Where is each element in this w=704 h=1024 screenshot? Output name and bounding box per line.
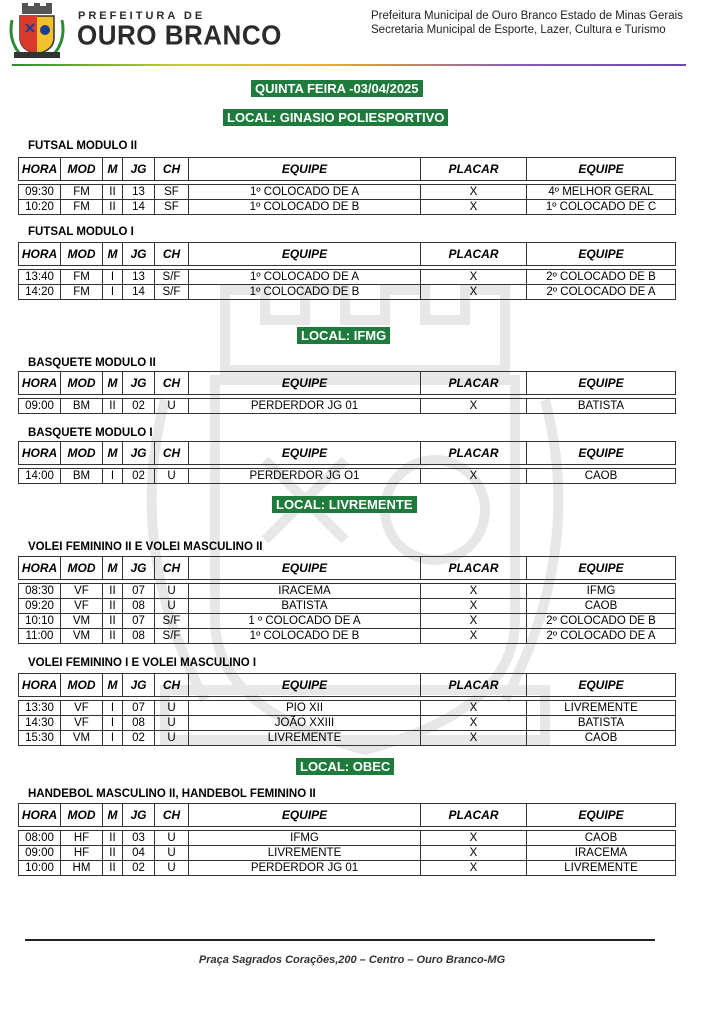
cell-jg: 14 [123,285,155,300]
table-row [19,200,676,215]
schedule-table-futsal-mod1 [18,242,676,300]
cell-placar: X [421,399,527,414]
column-header-mod: MOD [61,674,103,697]
cell-hora: 11:00 [19,629,61,644]
cell-equipe-away: LIVREMENTE [527,861,676,876]
section-title-volei-2: VOLEI FEMININO II E VOLEI MASCULINO II [28,541,263,553]
cell-equipe-home: PIO XII [189,701,421,716]
cell-jg: 08 [123,629,155,644]
schedule-table-basquete-mod2 [18,371,676,414]
cell-hora: 10:10 [19,614,61,629]
cell-mod: VF [61,701,103,716]
cell-ch: U [155,599,189,614]
column-header-ch: CH [155,557,189,580]
cell-equipe-away: BATISTA [527,399,676,414]
table-row [19,584,676,599]
schedule-table-futsal-mod2 [18,157,676,215]
cell-mod: VF [61,716,103,731]
section-title-futsal-mod1: FUTSAL MODULO I [28,226,134,238]
cell-equipe-away: 1º COLOCADO DE C [527,200,676,215]
column-header-mod: MOD [61,442,103,465]
cell-hora: 09:30 [19,185,61,200]
table-row [19,846,676,861]
column-header-placar: PLACAR [421,243,527,266]
cell-equipe-home: 1º COLOCADO DE B [189,285,421,300]
cell-hora: 14:30 [19,716,61,731]
section-title-basquete-mod1: BASQUETE MODULO I [28,427,153,439]
cell-equipe-away: 4º MELHOR GERAL [527,185,676,200]
cell-placar: X [421,185,527,200]
column-header-placar: PLACAR [421,158,527,181]
brand-subtitle: PREFEITURA DE [78,10,206,22]
cell-jg: 02 [123,399,155,414]
cell-m: II [103,185,123,200]
local-ifmg-label: LOCAL: IFMG [297,327,390,344]
cell-ch: U [155,846,189,861]
table-row [19,185,676,200]
cell-placar: X [421,861,527,876]
column-header-hora: HORA [19,804,61,827]
city-crest-logo-icon [8,2,66,60]
cell-m: II [103,846,123,861]
column-header-hora: HORA [19,557,61,580]
cell-hora: 08:00 [19,831,61,846]
cell-m: II [103,584,123,599]
cell-placar: X [421,731,527,746]
footer-address: Praça Sagrados Corações,200 – Centro – Ouro Branco-MG [198,954,506,966]
cell-equipe-home: 1º COLOCADO DE B [189,200,421,215]
cell-jg: 04 [123,846,155,861]
column-header-hora: HORA [19,674,61,697]
cell-jg: 13 [123,270,155,285]
cell-hora: 09:00 [19,399,61,414]
column-header-equipe-home: EQUIPE [189,243,421,266]
cell-hora: 09:20 [19,599,61,614]
column-header-ch: CH [155,158,189,181]
cell-ch: U [155,716,189,731]
cell-m: II [103,629,123,644]
cell-ch: SF [155,200,189,215]
cell-placar: X [421,629,527,644]
cell-mod: BM [61,469,103,484]
brand-name: OURO BRANCO [77,19,282,51]
cell-equipe-home: PERDERDOR JG 01 [189,399,421,414]
column-header-equipe-home: EQUIPE [189,442,421,465]
column-header-jg: JG [123,804,155,827]
column-header-equipe-away: EQUIPE [527,158,676,181]
column-header-jg: JG [123,674,155,697]
cell-ch: U [155,399,189,414]
cell-m: I [103,716,123,731]
column-header-equipe-away: EQUIPE [527,804,676,827]
cell-placar: X [421,599,527,614]
cell-mod: HM [61,861,103,876]
cell-placar: X [421,584,527,599]
local-livremente-label: LOCAL: LIVREMENTE [272,496,417,513]
column-header-m: M [103,243,123,266]
cell-m: I [103,285,123,300]
cell-mod: HF [61,846,103,861]
column-header-placar: PLACAR [421,674,527,697]
cell-equipe-away: BATISTA [527,716,676,731]
cell-mod: HF [61,831,103,846]
cell-placar: X [421,200,527,215]
column-header-jg: JG [123,158,155,181]
local-obec-label: LOCAL: OBEC [296,758,394,775]
cell-equipe-home: IRACEMA [189,584,421,599]
cell-equipe-away: IRACEMA [527,846,676,861]
table-row [19,629,676,644]
cell-jg: 02 [123,731,155,746]
cell-m: II [103,861,123,876]
cell-hora: 08:30 [19,584,61,599]
column-header-equipe-home: EQUIPE [189,674,421,697]
cell-mod: VF [61,599,103,614]
cell-ch: U [155,701,189,716]
schedule-table-volei-1 [18,673,676,746]
cell-ch: SF [155,185,189,200]
cell-mod: VM [61,731,103,746]
cell-jg: 07 [123,584,155,599]
cell-mod: VF [61,584,103,599]
cell-ch: S/F [155,614,189,629]
cell-equipe-away: CAOB [527,731,676,746]
header-divider [12,64,686,66]
column-header-hora: HORA [19,158,61,181]
column-header-jg: JG [123,442,155,465]
cell-ch: S/F [155,285,189,300]
cell-ch: S/F [155,629,189,644]
cell-jg: 03 [123,831,155,846]
column-header-m: M [103,804,123,827]
column-header-equipe-away: EQUIPE [527,674,676,697]
cell-hora: 13:30 [19,701,61,716]
cell-placar: X [421,469,527,484]
cell-equipe-home: JOÃO XXIII [189,716,421,731]
column-header-mod: MOD [61,372,103,395]
cell-equipe-home: PERDERDOR JG 01 [189,861,421,876]
column-header-mod: MOD [61,804,103,827]
cell-equipe-home: 1º COLOCADO DE A [189,185,421,200]
column-header-equipe-home: EQUIPE [189,804,421,827]
schedule-table-volei-2 [18,556,676,644]
table-header-row [19,158,676,181]
cell-m: I [103,270,123,285]
table-row [19,701,676,716]
cell-m: II [103,614,123,629]
table-row [19,399,676,414]
cell-mod: VM [61,614,103,629]
cell-m: II [103,599,123,614]
column-header-equipe-away: EQUIPE [527,243,676,266]
column-header-hora: HORA [19,372,61,395]
cell-equipe-home: 1 º COLOCADO DE A [189,614,421,629]
column-header-m: M [103,442,123,465]
cell-jg: 07 [123,701,155,716]
cell-mod: FM [61,270,103,285]
cell-equipe-away: LIVREMENTE [527,701,676,716]
schedule-table-handebol [18,803,676,876]
cell-hora: 09:00 [19,846,61,861]
cell-mod: FM [61,185,103,200]
cell-jg: 02 [123,469,155,484]
column-header-jg: JG [123,372,155,395]
cell-jg: 08 [123,599,155,614]
cell-jg: 08 [123,716,155,731]
table-header-row [19,243,676,266]
column-header-m: M [103,372,123,395]
cell-m: II [103,200,123,215]
cell-equipe-home: 1º COLOCADO DE A [189,270,421,285]
table-header-row [19,674,676,697]
column-header-mod: MOD [61,557,103,580]
cell-hora: 10:20 [19,200,61,215]
column-header-jg: JG [123,243,155,266]
column-header-m: M [103,158,123,181]
cell-equipe-away: CAOB [527,831,676,846]
cell-equipe-away: IFMG [527,584,676,599]
table-row [19,270,676,285]
column-header-equipe-home: EQUIPE [189,158,421,181]
column-header-placar: PLACAR [421,804,527,827]
cell-jg: 07 [123,614,155,629]
cell-equipe-away: CAOB [527,469,676,484]
header-municipality: Prefeitura Municipal de Ouro Branco Estado de Minas Gerais [371,10,683,22]
column-header-jg: JG [123,557,155,580]
column-header-hora: HORA [19,243,61,266]
column-header-ch: CH [155,372,189,395]
cell-equipe-home: PERDERDOR JG O1 [189,469,421,484]
column-header-ch: CH [155,442,189,465]
cell-equipe-away: 2º COLOCADO DE A [527,629,676,644]
table-header-row [19,442,676,465]
column-header-equipe-away: EQUIPE [527,442,676,465]
cell-m: I [103,701,123,716]
cell-mod: FM [61,200,103,215]
cell-placar: X [421,614,527,629]
schedule-table-basquete-mod1 [18,441,676,484]
column-header-equipe-home: EQUIPE [189,557,421,580]
table-row [19,716,676,731]
column-header-ch: CH [155,674,189,697]
cell-hora: 10:00 [19,861,61,876]
cell-m: I [103,469,123,484]
footer-divider [25,939,655,941]
cell-placar: X [421,270,527,285]
cell-m: II [103,399,123,414]
cell-hora: 15:30 [19,731,61,746]
header-secretariat: Secretaria Municipal de Esporte, Lazer, Cultura e Turismo [371,24,666,36]
table-row [19,285,676,300]
table-row [19,469,676,484]
cell-placar: X [421,716,527,731]
table-row [19,599,676,614]
local-ginasio-label: LOCAL: GINASIO POLIESPORTIVO [223,109,448,126]
cell-m: I [103,731,123,746]
column-header-placar: PLACAR [421,557,527,580]
cell-hora: 14:00 [19,469,61,484]
column-header-ch: CH [155,243,189,266]
cell-placar: X [421,285,527,300]
cell-equipe-home: LIVREMENTE [189,846,421,861]
column-header-mod: MOD [61,243,103,266]
table-row [19,614,676,629]
cell-mod: BM [61,399,103,414]
section-title-volei-1: VOLEI FEMININO I E VOLEI MASCULINO I [28,657,257,669]
cell-ch: U [155,861,189,876]
cell-mod: FM [61,285,103,300]
cell-jg: 13 [123,185,155,200]
section-title-basquete-mod2: BASQUETE MODULO II [28,357,156,369]
table-row [19,731,676,746]
cell-m: II [103,831,123,846]
cell-equipe-home: LIVREMENTE [189,731,421,746]
section-title-handebol: HANDEBOL MASCULINO II, HANDEBOL FEMININO II [28,788,316,800]
table-row [19,861,676,876]
column-header-mod: MOD [61,158,103,181]
date-title: QUINTA FEIRA -03/04/2025 [251,80,423,97]
column-header-equipe-home: EQUIPE [189,372,421,395]
cell-placar: X [421,846,527,861]
cell-hora: 14:20 [19,285,61,300]
table-header-row [19,557,676,580]
column-header-equipe-away: EQUIPE [527,557,676,580]
column-header-hora: HORA [19,442,61,465]
cell-equipe-away: CAOB [527,599,676,614]
cell-ch: U [155,584,189,599]
cell-equipe-home: BATISTA [189,599,421,614]
cell-equipe-away: 2º COLOCADO DE A [527,285,676,300]
table-row [19,831,676,846]
cell-mod: VM [61,629,103,644]
column-header-equipe-away: EQUIPE [527,372,676,395]
column-header-m: M [103,674,123,697]
cell-ch: U [155,469,189,484]
cell-ch: U [155,831,189,846]
column-header-placar: PLACAR [421,372,527,395]
column-header-ch: CH [155,804,189,827]
column-header-placar: PLACAR [421,442,527,465]
cell-equipe-home: 1º COLOCADO DE B [189,629,421,644]
cell-equipe-away: 2º COLOCADO DE B [527,614,676,629]
table-header-row [19,372,676,395]
cell-placar: X [421,701,527,716]
column-header-m: M [103,557,123,580]
cell-ch: U [155,731,189,746]
cell-placar: X [421,831,527,846]
cell-hora: 13:40 [19,270,61,285]
section-title-futsal-mod2: FUTSAL MODULO II [28,140,138,152]
cell-equipe-home: IFMG [189,831,421,846]
cell-jg: 02 [123,861,155,876]
cell-jg: 14 [123,200,155,215]
cell-equipe-away: 2º COLOCADO DE B [527,270,676,285]
cell-ch: S/F [155,270,189,285]
table-header-row [19,804,676,827]
